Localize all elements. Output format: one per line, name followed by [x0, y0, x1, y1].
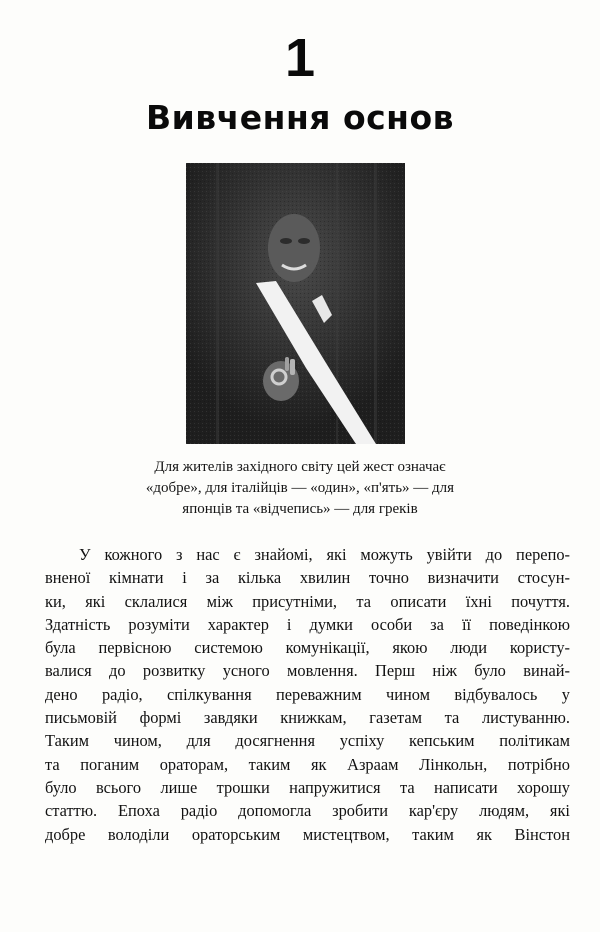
hand-gesture-photo [186, 163, 405, 444]
body-line: Здатність розуміти характер і думки особи за її поведінкою [45, 614, 570, 634]
body-line: була первісною системою комунікації, якою люди користу- [45, 638, 570, 658]
hand-gesture-icon [186, 163, 405, 444]
photo-caption [60, 457, 540, 520]
caption-line: «добре», для італійців — «один», «п'ять» — для [145, 480, 455, 496]
body-line: добре володіли ораторським мистецтвом, таким як Вінстон [45, 824, 570, 844]
body-line: та поганим ораторам, таким як Азраам Лінкольн, потрібно [45, 754, 570, 774]
body-line: Таким чином, для досягнення успіху кепським політикам [45, 731, 570, 751]
body-line: статтю. Епоха радіо допомогла зробити кар'єру людям, які [45, 801, 570, 821]
body-line: вненої кімнати і за кілька хвилин точно визначити стосун- [45, 568, 570, 588]
body-line: ки, які склалися між присутніми, та описати їхні почуття. [45, 591, 570, 611]
body-line: дено радіо, спілкування переважним чином відбувалось у [45, 684, 570, 704]
body-line: У кожного з нас є знайомі, які можуть увійти до перепо- [79, 545, 570, 564]
caption-line: японців та «відчепись» — для греків [182, 501, 418, 517]
body-paragraph [45, 543, 570, 846]
caption-line: Для жителів західного світу цей жест означає [154, 459, 446, 475]
chapter-title: Вивчення основ [145, 98, 455, 137]
body-line: було всього лише трошки напружитися та написати хорошу [45, 777, 570, 797]
chapter-number: 1 [284, 28, 316, 88]
body-line: валися до розвитку усного мовлення. Перш ніж було винай- [45, 661, 570, 681]
body-line: письмовій формі завдяки книжкам, газетам та листуванню. [45, 708, 570, 728]
